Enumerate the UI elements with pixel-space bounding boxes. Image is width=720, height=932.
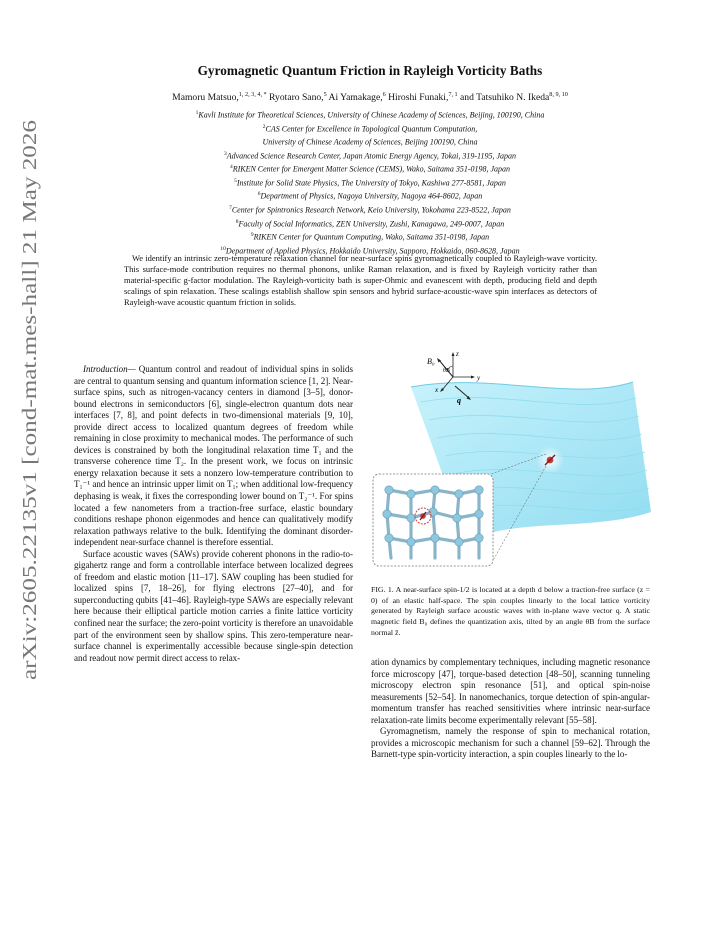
affil-text: CAS Center for Excellence in Topological Quantum Computation, bbox=[265, 124, 478, 134]
abstract: We identify an intrinsic zero-temperature relaxation channel for near-surface spins gyromagnetically coupled to Rayleigh-wave vorticity. This surface-mode contribution requires no thermal phonons, unlike Raman relaxation, and is fixed by Rayleigh vorticity rather than material-specific g-factor modulation. The Rayleigh-vorticity bath is super-Ohmic and evanescent with depth, producing field and depth scalings of spin relaxation. These scalings establish shallow spin sensors and hybrid surface-acoustic-wave spin interfaces as detectors of Rayleigh-wave acoustic quantum friction in solids. bbox=[124, 253, 597, 307]
paper-title: Gyromagnetic Quantum Friction in Rayleigh Vorticity Baths bbox=[197, 63, 543, 78]
affil-number: 8 bbox=[235, 218, 239, 225]
affil-number: 3 bbox=[223, 150, 227, 157]
theta-label: θB bbox=[443, 368, 450, 374]
author-name: Hiroshi Funaki, bbox=[388, 92, 449, 104]
arxiv-id-text: arXiv:2605.22135v1 [cond-mat.mes-hall] 21 May 2026 bbox=[19, 223, 41, 680]
lattice-inset bbox=[373, 474, 493, 566]
affiliation-line bbox=[80, 176, 660, 190]
body-column-right bbox=[371, 657, 650, 761]
affiliation-line bbox=[80, 230, 660, 244]
body-paragraph bbox=[74, 364, 353, 549]
author-affil-sup: 8, 9, 10 bbox=[549, 91, 568, 98]
figure-1-caption: FIG. 1. A near-surface spin-1/2 is located at a depth d below a traction-free surface (z = 0) of an elastic half-space. The spin couples linearly to the local lattice vorticity generated by Rayleigh surface acoustic waves with in-plane wave vector q. A static magnetic field B₀ defines the quantization axis, tilted by an angle θB from the surface normal ẑ. bbox=[371, 585, 650, 637]
affiliation-list bbox=[80, 108, 660, 257]
author-affil-sup: 5 bbox=[323, 91, 327, 98]
author-affil-sup: 7, 1 bbox=[448, 91, 458, 98]
affil-number: 9 bbox=[250, 232, 254, 239]
affil-text: Department of Applied Physics, Hokkaido University, Sapporo, Hokkaido, 060-8628, Japan bbox=[225, 246, 520, 256]
section-heading-introduction: Introduction— bbox=[83, 364, 136, 374]
affil-text: Faculty of Social Informatics, ZEN University, Zushi, Kanagawa, 249-0007, Japan bbox=[238, 219, 505, 229]
affil-number: 2 bbox=[262, 123, 266, 130]
affil-text: RIKEN Center for Quantum Computing, Wako, Saitama 351-0198, Japan bbox=[253, 232, 490, 242]
affil-number: 7 bbox=[229, 204, 232, 211]
affil-text: Kavli Institute for Theoretical Sciences, University of Chinese Academy of Sciences, Beijing, 100190, China bbox=[198, 110, 545, 120]
affil-text: Institute for Solid State Physics, The University of Tokyo, Kashiwa 277-8581, Japan bbox=[236, 178, 506, 188]
affil-number: 1 bbox=[195, 110, 199, 116]
author-list bbox=[80, 91, 660, 103]
y-axis-label: y bbox=[477, 374, 481, 382]
author-name: Mamoru Matsuo, bbox=[172, 92, 239, 104]
author-name: Ryotaro Sano, bbox=[269, 92, 324, 104]
spin-site bbox=[536, 446, 564, 474]
arxiv-identifier[interactable] bbox=[2, 110, 52, 690]
author-name: and Tatsuhiko N. Ikeda bbox=[460, 92, 550, 104]
figure-1 bbox=[371, 342, 651, 570]
x-axis-label: x bbox=[435, 386, 439, 394]
affil-text: Center for Spintronics Research Network, Keio University, Yokohama 223-8522, Japan bbox=[231, 205, 511, 215]
affiliation-line bbox=[80, 149, 660, 163]
body-paragraph: Gyromagnetism, namely the response of spin to mechanical rotation, provides a microscopic mechanism for such a channel [59–62]. Through the Barnett-type spin-vorticity interaction, a spin couples linearly to the lo- bbox=[371, 726, 650, 760]
author-affil-sup: 6 bbox=[382, 91, 386, 98]
z-axis-label: z bbox=[456, 350, 459, 358]
affiliation-line bbox=[80, 189, 660, 203]
author-name: Ai Yamakage, bbox=[328, 92, 383, 104]
wave-vector-label: q bbox=[457, 396, 461, 405]
affil-number: 4 bbox=[229, 164, 233, 171]
affiliation-line bbox=[80, 135, 660, 149]
affil-text: RIKEN Center for Emergent Matter Science (CEMS), Wako, Saitama 351-0198, Japan bbox=[232, 164, 511, 174]
affil-number: 10 bbox=[220, 245, 226, 252]
affiliation-line bbox=[80, 217, 660, 231]
affil-text: Department of Physics, Nagoya University, Nagoya 464-8602, Japan bbox=[260, 192, 483, 202]
affil-number: 6 bbox=[257, 191, 261, 198]
author-affil-sup: 1, 2, 3, 4, * bbox=[238, 91, 267, 98]
body-paragraph: ation dynamics by complementary techniques, including magnetic resonance force microscopy [47], torque-based detection [48–50], scanning tunneling microscopy electron spin resonance [51], and optical spin-noise measurements [52–54]. In nanomechanics, torque detection of spin-angular-momentum transfer has reached sensitivities where intrinsic near-surface relaxation-rate limits become experimentally relevant [55–58]. bbox=[371, 657, 650, 725]
b0-label: B₀ bbox=[427, 357, 435, 366]
body-paragraph: Surface acoustic waves (SAWs) provide coherent phonons in the radio-to-gigahertz range and form a controllable interface between localized degrees of freedom and elastic motion [11–17]. SAW coupling has been studied for localized spins [7, 18–26], for flying electrons [27–40], and for superconducting qubits [41–46]. Rayleigh-type SAWs are especially relevant here because their elliptical particle motion carries a finite lattice vorticity confined near the surface; the zero-point vorticity is therefore an unavoidable part of the environment seen by shallow spins. This zero-temperature near-surface channel is experimentally accessible because single-spin detection and readout now permit direct access to relax- bbox=[74, 548, 353, 663]
paragraph-text: Quantum control and readout of individual spins in solids are central to quantum sensing and quantum information science [1, 2]. Near-surface spins, such as nitrogen-vacancy centers in diamond [3–5], donor-bound electrons in semiconductors [6], single-electron quantum dots near interfaces [7, 8], and point defects in two-dimensional materials [9, 10], provide direct access to localized quantum degrees of freedom while remaining in close proximity to mechanical modes. The performance of such devices is constrained by both the longitudinal relaxation time T₁ and the transverse coherence time T₂. In the present work, we focus on intrinsic energy relaxation because it sets a nonzero low-temperature contribution to T₁⁻¹ and hence an intrinsic upper limit on T₁; when additional low-frequency dephasing is weak, it fixes the corresponding lower bound on T₂⁻¹. For spins located a few nanometers from a traction-free surface, elastic boundary conditions reshape phonon eigenmodes and hence can qualitatively modify relaxation pathways relative to the bulk. Identifying the dominant disorder-independent near-surface channel is therefore essential. bbox=[74, 364, 353, 548]
affiliation-line bbox=[80, 108, 660, 122]
affiliation-line bbox=[80, 122, 660, 136]
affil-number: 5 bbox=[234, 177, 237, 184]
affiliation-line bbox=[80, 203, 660, 217]
affiliation-line bbox=[80, 162, 660, 176]
affil-text: Advanced Science Research Center, Japan Atomic Energy Agency, Tokai, 319-1195, Japan bbox=[226, 151, 516, 161]
affil-text: University of Chinese Academy of Sciences, Beijing 100190, China bbox=[262, 137, 478, 147]
body-column-left bbox=[74, 364, 353, 664]
